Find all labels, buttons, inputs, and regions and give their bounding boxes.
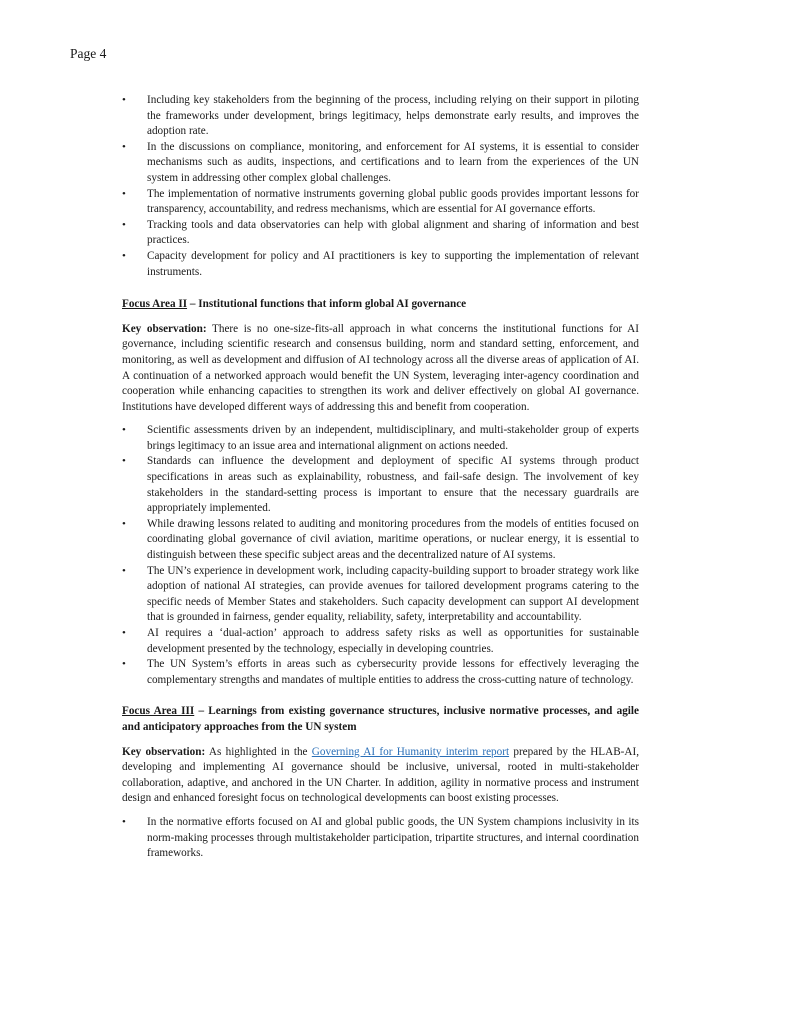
bullet-icon: •	[122, 424, 126, 437]
bullet-icon: •	[122, 140, 126, 153]
list-item: • The UN’s experience in development work, including capacity-building support to broader strategy work like adoption of national AI strategies, can provide avenues for tailored development programs catering to the specific needs of Member States and stakeholders. Such capacity development can support AI development that is grounded in fairness, gender equality, reliability, safety, interpretability and accountability.	[122, 564, 639, 624]
bullet-list-focus-3	[122, 815, 639, 862]
list-item: • The implementation of normative instruments governing global public goods provides important lessons for transparency, accountability, and redress mechanisms, which are essential for AI governance efforts.	[122, 187, 639, 216]
page-number: Page 4	[70, 46, 107, 61]
focus-area-2-key-observation: Key observation: There is no one-size-fits-all approach in what concerns the institutional functions for AI governance, including scientific research and consensus building, norm and standard setting, enforcement, and monitoring, as well as development and diffusion of AI technology across all the diverse areas of application of AI. A continuation of a networked approach would benefit the UN System, leveraging inter-agency coordination and cooperation while enhancing capacities to strengthen its work and deliver effectively on global AI governance. Institutions have developed different ways of addressing this and benefit from cooperation.	[122, 322, 639, 413]
bullet-icon: •	[122, 564, 126, 577]
bullet-list-focus-2	[122, 423, 639, 688]
list-item: • In the discussions on compliance, monitoring, and enforcement for AI systems, it is essential to consider mechanisms such as audits, inspections, and certifications and to learn from the experiences of the UN system in addressing other complex global challenges.	[122, 140, 639, 184]
document-body	[122, 93, 639, 862]
bullet-icon: •	[122, 249, 126, 262]
bullet-icon: •	[122, 658, 126, 671]
bullet-icon: •	[122, 455, 126, 468]
focus-area-2-heading	[122, 297, 639, 313]
list-item: • In the normative efforts focused on AI and global public goods, the UN System champions inclusivity in its norm-making processes through multistakeholder participation, tripartite structures, and internal coordination frameworks.	[122, 815, 639, 860]
list-item: • AI requires a ‘dual-action’ approach to address safety risks as well as opportunities for sustainable development presented by the technology, especially in developing countries.	[122, 627, 639, 655]
list-item: • Including key stakeholders from the beginning of the process, including relying on their support in piloting the frameworks under development, brings legitimacy, helps demonstrate early results, and improves the adoption rate.	[122, 94, 639, 138]
list-item: • Tracking tools and data observatories can help with global alignment and sharing of information and best practices.	[122, 218, 639, 247]
bullet-icon: •	[122, 627, 126, 639]
list-item: • While drawing lessons related to auditing and monitoring procedures from the models of entities focused on coordinating global governance of civil aviation, maritime operations, or nuclear energy, it is essential to distinguish between these specific subject areas and the decentralized nature of AI systems.	[122, 517, 639, 562]
list-item: • Capacity development for policy and AI practitioners is key to supporting the implementation of relevant instruments.	[122, 249, 639, 278]
focus-area-3-title: – Learnings from existing governance structures, inclusive normative processes, and agile and anticipatory approaches from the UN system	[122, 705, 639, 733]
interim-report-link[interactable]: Governing AI for Humanity interim report	[311, 745, 510, 758]
bullet-icon: •	[122, 94, 126, 106]
bullet-icon: •	[122, 187, 126, 200]
focus-area-3-heading	[122, 704, 639, 735]
focus-area-2-title: – Institutional functions that inform global AI governance	[187, 298, 467, 311]
focus-area-2-label: Focus Area II	[122, 298, 188, 311]
bullet-icon: •	[122, 815, 126, 828]
bullet-icon: •	[122, 517, 126, 530]
list-item: • Standards can influence the development and deployment of specific AI systems through product specifications in areas such as explainability, robustness, and fail-safe design. The involvement of key stakeholders in the standard-setting process is important to ensure that the necessary guardrails are appropriately implemented.	[122, 455, 639, 515]
list-item: • The UN System’s efforts in areas such as cybersecurity provide lessons for effectively leveraging the complementary strengths and mandates of multiple entities to address the cross-cutting nature of technology.	[122, 658, 639, 686]
list-item: • Scientific assessments driven by an independent, multidisciplinary, and multi-stakeholder group of experts brings legitimacy to an issue area and international alignment on actions needed.	[122, 424, 639, 452]
bullet-list-intro	[122, 93, 639, 280]
focus-area-3-label: Focus Area III	[122, 705, 195, 718]
focus-area-3-key-observation: Key observation: As highlighted in the Governing AI for Humanity interim report prepared by the HLAB-AI, developing and implementing AI governance should be inclusive, universal, rooted in multi-stakeholder collaboration, adaptive, and anchored in the UN Charter. In addition, agility in normative process and instrument design and enhanced foresight focus on technological developments can boost existing processes.	[122, 745, 639, 805]
bullet-icon: •	[122, 218, 126, 231]
